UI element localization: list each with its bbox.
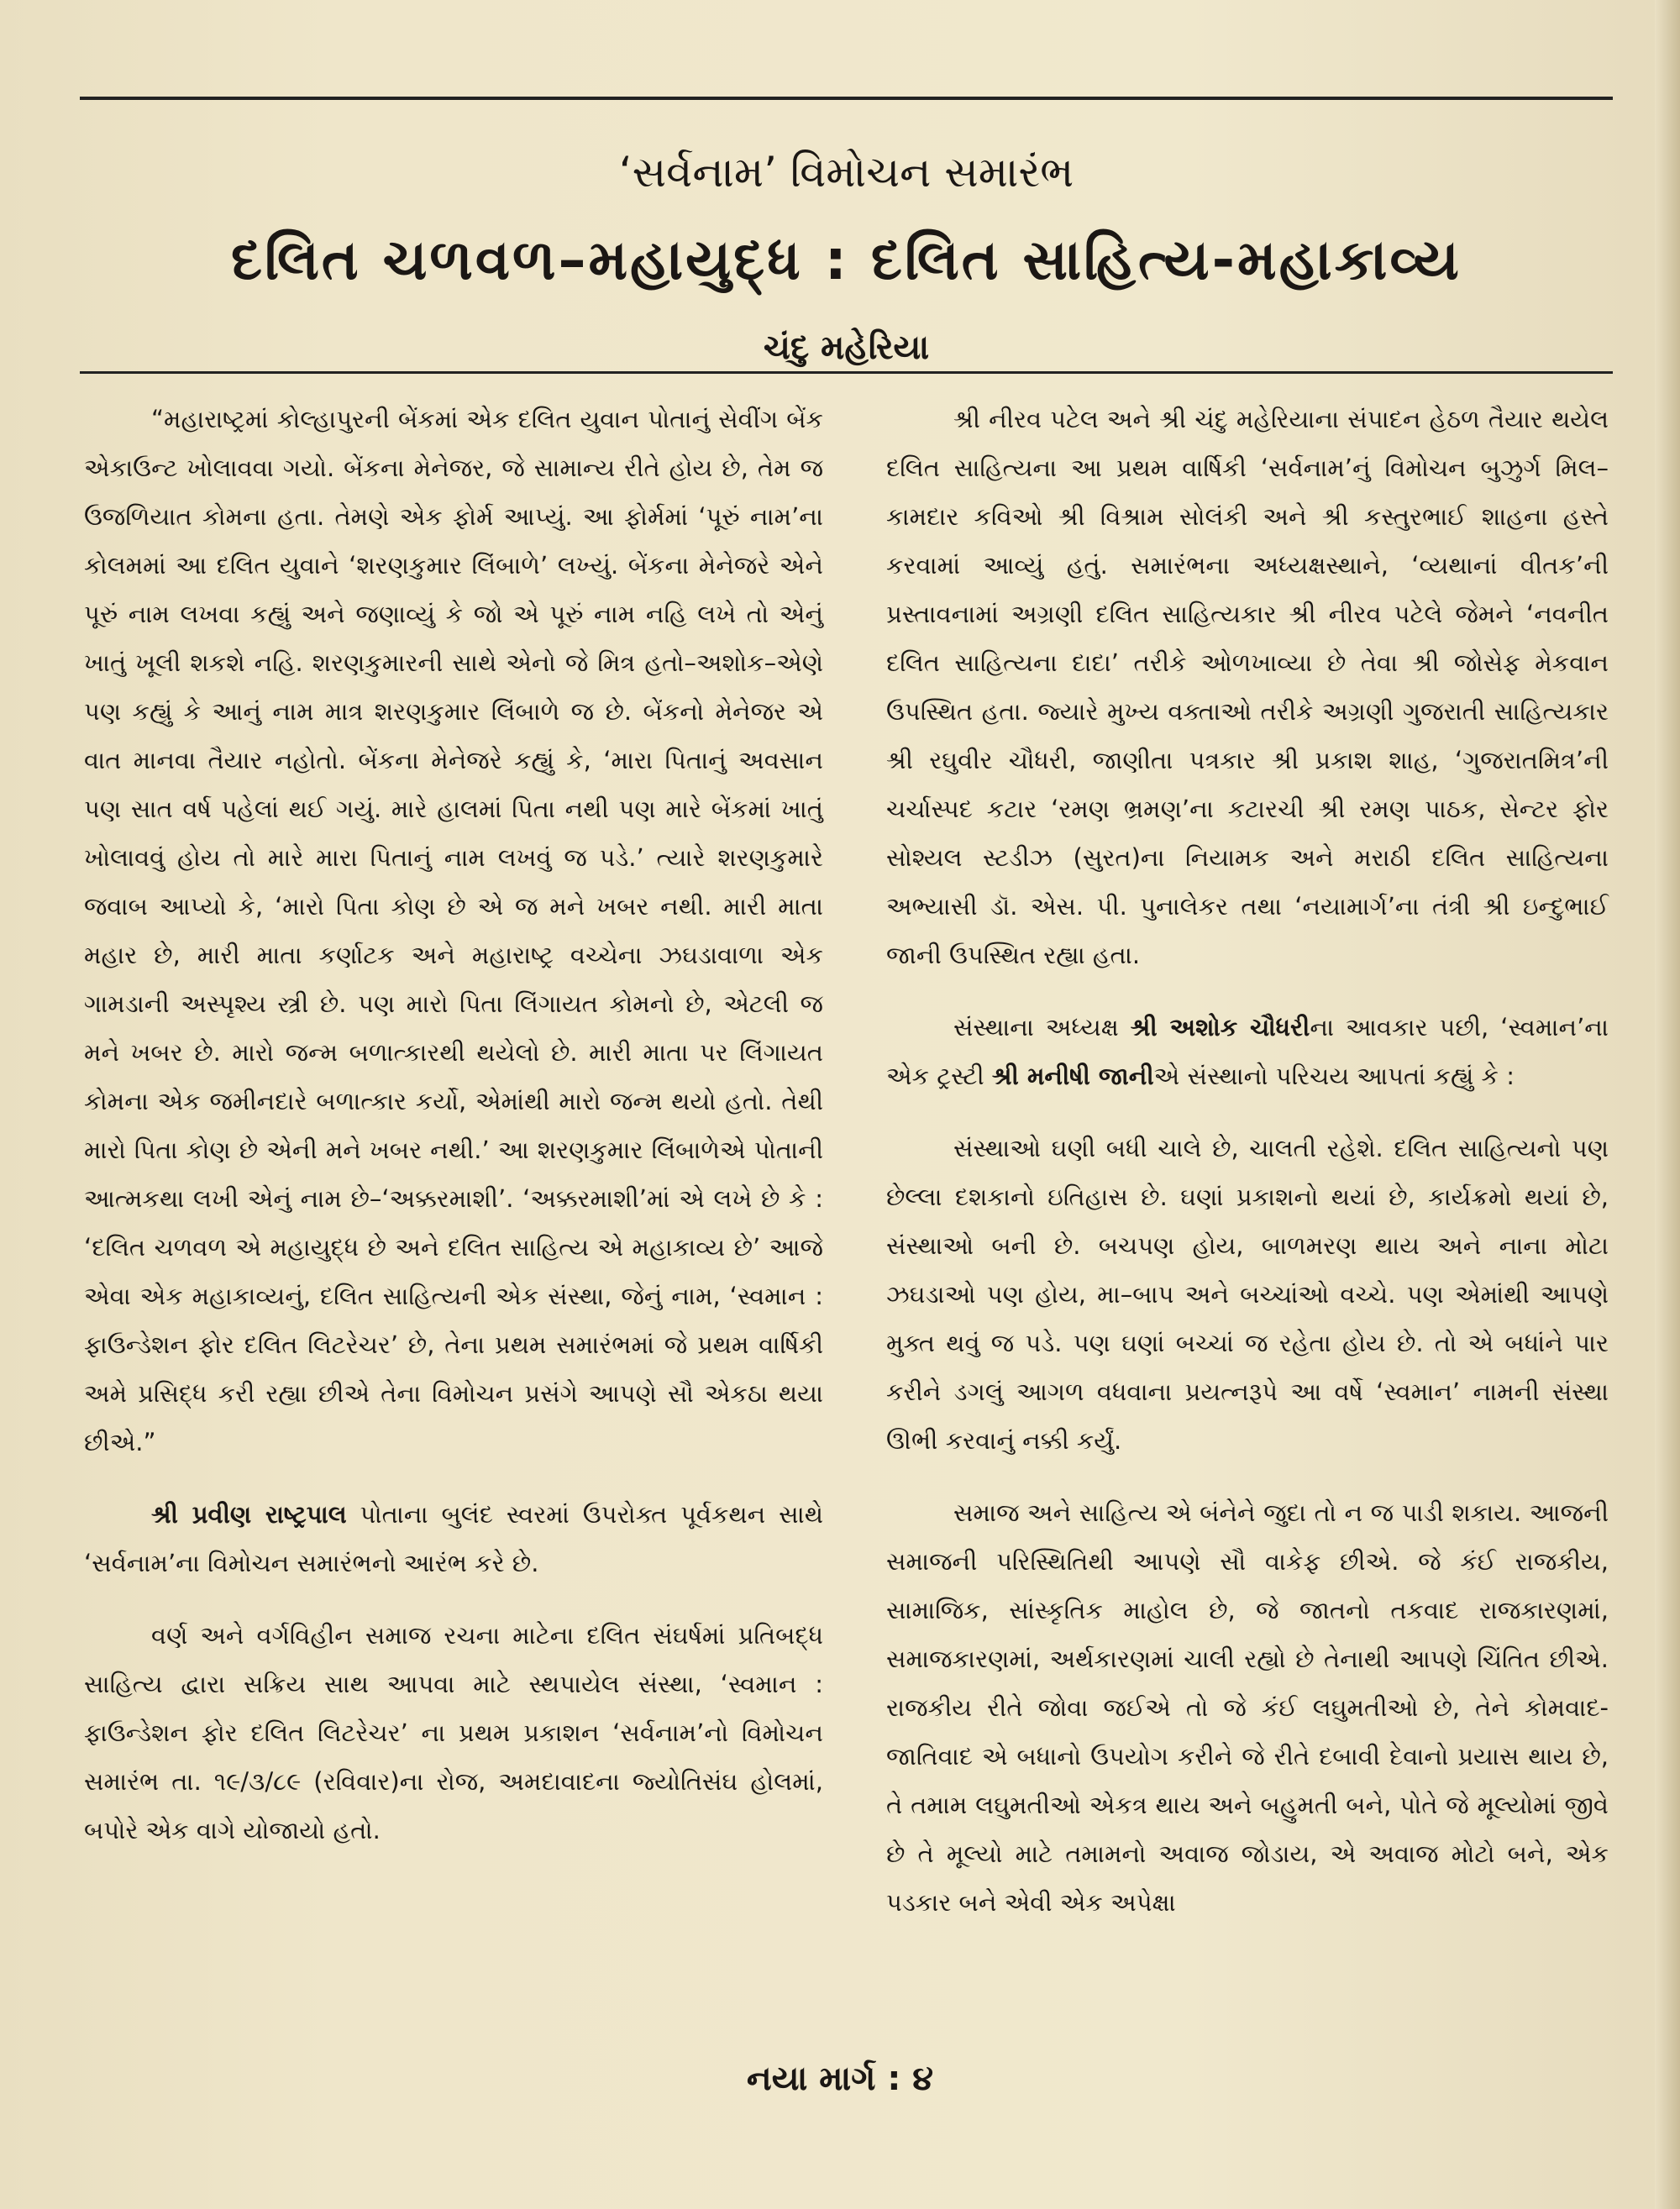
chairman-name: શ્રી અશોક ચૌધરી bbox=[1130, 1013, 1310, 1042]
right-paragraph-2 bbox=[886, 1003, 1609, 1100]
left-paragraph-3: વર્ણ અને વર્ગવિહીન સમાજ રચના માટેના દલિત સંઘર્ષમાં પ્રતિબદ્ધ સાહિત્ય દ્વારા સક્રિય સાથ આપવા માટે સ્થપાયેલ સંસ્થા, ‘સ્વમાન : ફાઉન્ડેશન ફોર દલિત લિટરેચર’ ના પ્રથમ પ્રકાશન ‘સર્વનામ’નો વિમોચન સમારંભ તા. ૧૯/૩/૮૯ (રવિવાર)ના રોજ, અમદાવાદના જ્યોતિસંઘ હોલમાં, બપોરે એક વાગે યોજાયો હતો. bbox=[84, 1621, 823, 1844]
right-paragraph-3: સંસ્થાઓ ઘણી બધી ચાલે છે, ચાલતી રહેશે. દલિત સાહિત્યનો પણ છેલ્લા દશકાનો ઇતિહાસ છે. ઘણાં પ્રકાશનો થયાં છે, કાર્યક્રમો થયાં છે, સંસ્થાઓ બની છે. બચપણ હોય, બાળમરણ થાય અને નાના મોટા ઝઘડાઓ પણ હોય, મા–બાપ અને બચ્ચાંઓ વચ્ચે. પણ એમાંથી આપણે મુક્ત થવું જ પડે. પણ ઘણાં બચ્ચાં જ રહેતા હોય છે. તો એ બધાંને પાર કરીને ડગલું આગળ વધવાના પ્રયત્નરૂપે આ વર્ષે ‘સ્વમાન’ નામની સંસ્થા ઊભી કરવાનું નક્કી કર્યું. bbox=[886, 1134, 1609, 1455]
left-column bbox=[84, 395, 823, 1878]
page-footer: નયા માર્ગ : ૪ bbox=[746, 2059, 934, 2098]
right-column bbox=[886, 395, 1609, 1950]
right-paragraph-4: સમાજ અને સાહિત્ય એ બંનેને જુદા તો ન જ પાડી શકાય. આજની સમાજની પરિસ્થિતિથી આપણે સૌ વાકેફ છીએ. જે કંઈ રાજકીય, સામાજિક, સાંસ્કૃતિક માહોલ છે, જે જાતનો તકવાદ રાજકારણમાં, સમાજકારણમાં, અર્થકારણમાં ચાલી રહ્યો છે તેનાથી આપણે ચિંતિત છીએ. રાજકીય રીતે જોવા જઈએ તો જે કંઈ લઘુમતીઓ છે, તેને કોમવાદ-જાતિવાદ એ બધાનો ઉપયોગ કરીને જે રીતે દબાવી દેવાનો પ્રયાસ થાય છે, તે તમામ લઘુમતીઓ એકત્ર થાય અને બહુમતી બને, પોતે જે મૂલ્યોમાં જીવે છે તે મૂલ્યો માટે તમામનો અવાજ જોડાય, એ અવાજ મોટો બને, એક પડકાર બને એવી એક અપેક્ષા bbox=[886, 1498, 1609, 1917]
left-paragraph-2 bbox=[84, 1490, 823, 1587]
article-header bbox=[80, 143, 1613, 373]
article-subtitle: ‘સર્વનામ’ વિમોચન સમારંભ bbox=[618, 148, 1074, 197]
right-paragraph-2-text-c: એ સંસ્થાનો પરિચય આપતાં કહ્યું કે : bbox=[1153, 1062, 1515, 1090]
right-paragraph-2-text-b: ના આવકાર પછી, ‘સ્વમાન’ના એક ટ્રસ્ટી bbox=[886, 1013, 1609, 1090]
speaker-name: શ્રી પ્રવીણ રાષ્ટ્રપાલ bbox=[151, 1500, 347, 1529]
header-rule bbox=[80, 371, 1613, 374]
page-edge bbox=[1655, 0, 1680, 2209]
left-paragraph-2-text: પોતાના બુલંદ સ્વરમાં ઉપરોક્ત પૂર્વકથન સાથે ‘સર્વનામ’ના વિમોચન સમારંભનો આરંભ કરે છે. bbox=[84, 1500, 824, 1577]
top-rule bbox=[80, 97, 1613, 100]
right-paragraph-2-text-a: સંસ્થાના અધ્યક્ષ bbox=[953, 1013, 1131, 1042]
left-paragraph-1: “મહારાષ્ટ્રમાં કોલ્હાપુરની બેંકમાં એક દલિત યુવાન પોતાનું સેવીંગ બેંક એકાઉન્ટ ખોલાવવા ગયો. બેંકના મેનેજર, જે સામાન્ય રીતે હોય છે, તેમ જ ઉજળિયાત કોમના હતા. તેમણે એક ફોર્મ આપ્યું. આ ફોર્મમાં ‘પૂરું નામ’ના કોલમમાં આ દલિત યુવાને ‘શરણકુમાર લિંબાળે’ લખ્યું. બેંકના મેનેજરે એને પૂરું નામ લખવા કહ્યું અને જણાવ્યું કે જો એ પૂરું નામ નહિ લખે તો એનું ખાતું ખૂલી શકશે નહિ. શરણકુમારની સાથે એનો જે મિત્ર હતો–અશોક–એણે પણ કહ્યું કે આનું નામ માત્ર શરણકુમાર લિંબાળે જ છે. બેંકનો મેનેજર એ વાત માનવા તૈયાર નહોતો. બેંકના મેનેજરે કહ્યું કે, ‘મારા પિતાનું અવસાન પણ સાત વર્ષ પહેલાં થઈ ગયું. મારે હાલમાં પિતા નથી પણ મારે બેંકમાં ખાતું ખોલાવવું હોય તો મારે મારા પિતાનું નામ લખવું જ પડે.’ ત્યારે શરણકુમારે જવાબ આપ્યો કે, ‘મારો પિતા કોણ છે એ જ મને ખબર નથી. મારી માતા મહાર છે, મારી માતા કર્ણાટક અને મહારાષ્ટ્ર વચ્ચેના ઝઘડાવાળા એક ગામડાની અસ્પૃશ્ય સ્ત્રી છે. પણ મારો પિતા લિંગાયત કોમનો છે, એટલી જ મને ખબર છે. મારો જન્મ બળાત્કારથી થયેલો છે. મારી માતા પર લિંગાયત કોમના એક જમીનદારે બળાત્કાર કર્યો, એમાંથી મારો જન્મ થયો હતો. તેથી મારો પિતા કોણ છે એની મને ખબર નથી.’ આ શરણકુમાર લિંબાળેએ પોતાની આત્મકથા લખી એનું નામ છે–‘અક્કરમાશી’. ‘અક્કરમાશી’માં એ લખે છે કે : ‘દલિત ચળવળ એ મહાયુદ્ધ છે અને દલિત સાહિત્ય એ મહાકાવ્ય છે’ આજે એવા એક મહાકાવ્યનું, દલિત સાહિત્યની એક સંસ્થા, જેનું નામ, ‘સ્વમાન : ફાઉન્ડેશન ફોર દલિત લિટરેચર’ છે, તેના પ્રથમ સમારંભમાં જે પ્રથમ વાર્ષિકી અમે પ્રસિદ્ધ કરી રહ્યા છીએ તેના વિમોચન પ્રસંગે આપણે સૌ એકઠા થયા છીએ.” bbox=[84, 405, 823, 1456]
right-paragraph-1: શ્રી નીરવ પટેલ અને શ્રી ચંદુ મહેરિયાના સંપાદન હેઠળ તૈયાર થયેલ દલિત સાહિત્યના આ પ્રથમ વાર્ષિકી ‘સર્વનામ’નું વિમોચન બુઝુર્ગ મિલ–કામદાર કવિઓ શ્રી વિશ્રામ સોલંકી અને શ્રી કસ્તુરભાઈ શાહના હસ્તે કરવામાં આવ્યું હતું. સમારંભના અધ્યક્ષસ્થાને, ‘વ્યથાનાં વીતક’ની પ્રસ્તાવનામાં અગ્રણી દલિત સાહિત્યકાર શ્રી નીરવ પટેલે જેમને ‘નવનીત દલિત સાહિત્યના દાદા’ તરીકે ઓળખાવ્યા છે તેવા શ્રી જોસેફ મેકવાન ઉપસ્થિત હતા. જ્યારે મુખ્ય વક્તાઓ તરીકે અગ્રણી ગુજરાતી સાહિત્યકાર શ્રી રઘુવીર ચૌધરી, જાણીતા પત્રકાર શ્રી પ્રકાશ શાહ, ‘ગુજરાતમિત્ર’ની ચર્ચાસ્પદ કટાર ‘રમણ ભ્રમણ’ના કટારચી શ્રી રમણ પાઠક, સેન્ટર ફોર સોશ્યલ સ્ટડીઝ (સુરત)ના નિયામક અને મરાઠી દલિત સાહિત્યના અભ્યાસી ડૉ. એસ. પી. પુનાલેકર તથા ‘નયામાર્ગ’ના તંત્રી શ્રી ઇન્દુભાઈ જાની ઉપસ્થિત રહ્યા હતા. bbox=[886, 405, 1609, 969]
trustee-name: શ્રી મનીષી જાની bbox=[991, 1062, 1154, 1090]
article-title: દલિત ચળવળ–મહાયુદ્ધ : દલિત સાહિત્ય-મહાકાવ્ય bbox=[231, 228, 1462, 292]
article-author: ચંદુ મહેરિયા bbox=[763, 328, 930, 367]
